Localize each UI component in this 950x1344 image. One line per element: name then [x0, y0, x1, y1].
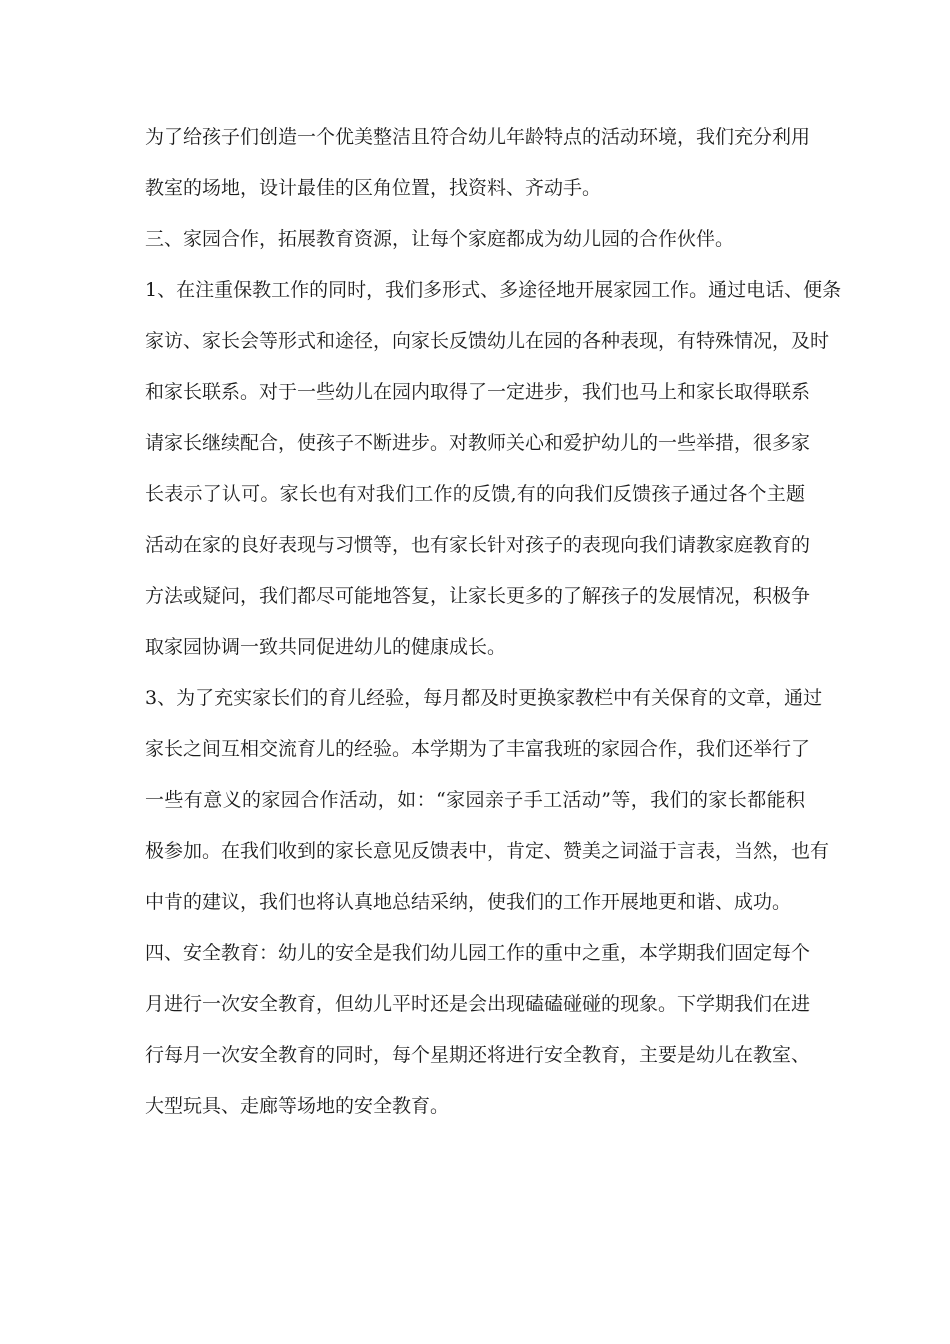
text-line: 和家长联系。对于一些幼儿在园内取得了一定进步，我们也马上和家长取得联系	[145, 381, 811, 403]
text-line: 1、在注重保教工作的同时，我们多形式、多途径地开展家园工作。通过电话、便条	[145, 279, 842, 301]
text-line: 方法或疑问，我们都尽可能地答复，让家长更多的了解孩子的发展情况，积极争	[145, 585, 811, 607]
text-line: 为了给孩子们创造一个优美整洁且符合幼儿年龄特点的活动环境，我们充分利用	[145, 126, 811, 148]
text-line: 3、为了充实家长们的育儿经验，每月都及时更换家教栏中有关保育的文章，通过	[145, 687, 823, 709]
text-line: 长表示了认可。家长也有对我们工作的反馈,有的向我们反馈孩子通过各个主题	[145, 483, 805, 505]
section-heading: 三、家园合作，拓展教育资源，让每个家庭都成为幼儿园的合作伙伴。	[145, 228, 735, 250]
text-line: 取家园协调一致共同促进幼儿的健康成长。	[145, 636, 507, 658]
text-line: 极参加。在我们收到的家长意见反馈表中，肯定、赞美之词溢于言表，当然，也有	[145, 840, 830, 862]
text-line: 大型玩具、走廊等场地的安全教育。	[145, 1095, 450, 1117]
text-line: 行每月一次安全教育的同时，每个星期还将进行安全教育，主要是幼儿在教室、	[145, 1044, 811, 1066]
text-line: 教室的场地，设计最佳的区角位置，找资料、齐动手。	[145, 177, 602, 199]
text-line: 中肯的建议，我们也将认真地总结采纳，使我们的工作开展地更和谐、成功。	[145, 891, 792, 913]
text-line: 家长之间互相交流育儿的经验。本学期为了丰富我班的家园合作，我们还举行了	[145, 738, 811, 760]
section-heading: 四、安全教育：幼儿的安全是我们幼儿园工作的重中之重，本学期我们固定每个	[145, 942, 811, 964]
text-line: 家访、家长会等形式和途径，向家长反馈幼儿在园的各种表现，有特殊情况，及时	[145, 330, 830, 352]
text-line: 一些有意义的家园合作活动，如：“家园亲子手工活动”等，我们的家长都能积	[145, 789, 805, 811]
text-line: 月进行一次安全教育，但幼儿平时还是会出现磕磕碰碰的现象。下学期我们在进	[145, 993, 811, 1015]
text-line: 活动在家的良好表现与习惯等，也有家长针对孩子的表现向我们请教家庭教育的	[145, 534, 811, 556]
text-line: 请家长继续配合，使孩子不断进步。对教师关心和爱护幼儿的一些举措，很多家	[145, 432, 811, 454]
